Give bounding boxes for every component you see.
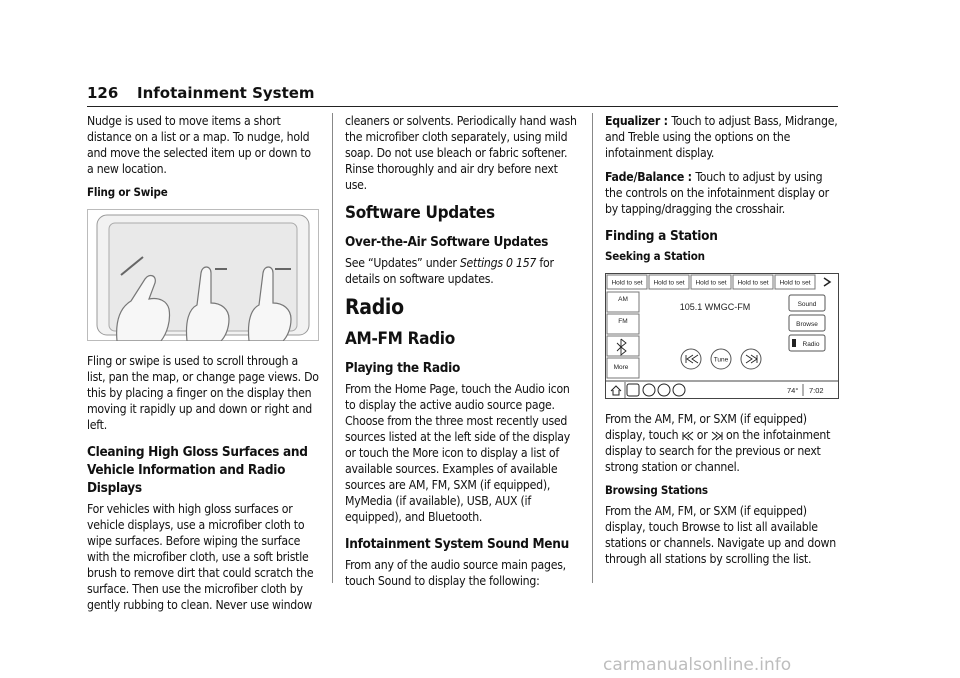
- fade-balance-paragraph: Fade/Balance : Touch to adjust by using the controls on the infotainment display or by tapping/dragging the crosshair.: [605, 170, 829, 216]
- column-3: [605, 113, 839, 575]
- fling-gesture-illustration: [87, 209, 319, 341]
- preset-5[interactable]: Hold to set: [779, 279, 811, 287]
- seek-forward-button[interactable]: [741, 349, 761, 369]
- station-name: 105.1 WMGC-FM: [679, 302, 751, 312]
- watermark: carmanualsonline.info: [603, 655, 792, 675]
- radio-screen-illustration: [605, 273, 839, 399]
- sound-paragraph: From any of the audio source main pages, touch Sound to display the following:: [345, 558, 566, 588]
- playing-paragraph: From the Home Page, touch the Audio icon to display the active audio source page. Choose from the three most recently used sources listed at the left side of the display or touch the More icon to display a list of available sources. Examples of available sources are AM, FM, SXM (if equipped), MyMedia (if available), USB, AUX (if equipped), and Bluetooth.: [345, 382, 570, 524]
- sound-menu-heading: Infotainment System Sound Menu: [345, 536, 569, 552]
- seek-back-icon: [682, 430, 694, 442]
- seek-paragraph: From the AM, FM, or SXM (if equipped) display, touch or on the infotainment display to search for the previous or next strong station or channel.: [605, 412, 831, 474]
- svg-text:Tune: Tune: [713, 356, 729, 364]
- source-am[interactable]: AM: [618, 296, 628, 303]
- radio-icon: [792, 339, 796, 347]
- seek-back-button[interactable]: [681, 349, 701, 369]
- browse-button[interactable]: Browse: [796, 321, 818, 328]
- settings-link[interactable]: Settings: [459, 256, 503, 270]
- finding-station-heading: Finding a Station: [605, 228, 718, 244]
- software-updates-heading: Software Updates: [345, 203, 495, 223]
- source-more[interactable]: More: [613, 364, 629, 371]
- page-number: 126: [87, 84, 119, 102]
- tune-button[interactable]: [711, 349, 731, 369]
- playing-radio-heading: Playing the Radio: [345, 360, 461, 376]
- am-fm-radio-heading: AM-FM Radio: [345, 329, 455, 349]
- fade-balance-term: Fade/Balance :: [605, 170, 696, 184]
- chapter-title: Infotainment System: [137, 84, 315, 102]
- seeking-label: Seeking a Station: [605, 249, 705, 263]
- clock: 7:02: [809, 386, 824, 395]
- cleaning-heading: Cleaning High Gloss Surfaces and Vehicle Information and Radio Displays: [87, 444, 308, 496]
- browse-paragraph: From the AM, FM, or SXM (if equipped) display, touch Browse to list all available stations or channels. Navigate up and down through all stations by scrolling the list.: [605, 504, 836, 566]
- ota-paragraph: See “Updates” under Settings 0 157 for details on software updates.: [345, 256, 554, 286]
- cleaning-continued: cleaners or solvents. Periodically hand wash the microfiber cloth separately, using mild soap. Do not use bleach or fabric softener. Rinse thoroughly and air dry before next use.: [345, 114, 577, 192]
- seek-forward-icon: [711, 430, 723, 442]
- ota-heading: Over-the-Air Software Updates: [345, 234, 549, 250]
- column-divider: [332, 113, 333, 583]
- cleaning-paragraph: For vehicles with high gloss surfaces or vehicle displays, use a microfiber cloth to wipe surfaces. Before wiping the surface with the microfiber cloth, use a soft bristle brush to remove dirt that could scratch the surface. Then use the microfiber cloth by gently rubbing to clean. Never use window: [87, 502, 314, 612]
- source-fm[interactable]: FM: [618, 318, 628, 325]
- column-2: [345, 113, 577, 597]
- equalizer-paragraph: Equalizer : Touch to adjust Bass, Midrange, and Treble using the options on the infotainment display.: [605, 114, 838, 160]
- sound-button[interactable]: Sound: [797, 301, 817, 308]
- page-header: [87, 84, 838, 107]
- fling-label: Fling or Swipe: [87, 185, 168, 199]
- preset-4[interactable]: Hold to set: [737, 279, 769, 287]
- fling-paragraph: Fling or swipe is used to scroll through a list, pan the map, or change page views. Do this by placing a finger on the display then moving it rapidly up and down or right and left.: [87, 354, 319, 432]
- preset-1[interactable]: Hold to set: [611, 279, 643, 287]
- preset-2[interactable]: Hold to set: [653, 279, 685, 287]
- page-ref[interactable]: 0 157: [502, 256, 540, 270]
- radio-button[interactable]: Radio: [802, 341, 820, 348]
- column-1: [87, 113, 319, 621]
- equalizer-term: Equalizer :: [605, 114, 672, 128]
- radio-heading: Radio: [345, 295, 404, 319]
- nudge-paragraph: Nudge is used to move items a short distance on a list or a map. To nudge, hold and move the selected item up or down to a new location.: [87, 114, 311, 176]
- preset-3[interactable]: Hold to set: [695, 279, 727, 287]
- browsing-label: Browsing Stations: [605, 483, 708, 497]
- temperature: 74°: [787, 386, 799, 395]
- column-divider: [592, 113, 593, 583]
